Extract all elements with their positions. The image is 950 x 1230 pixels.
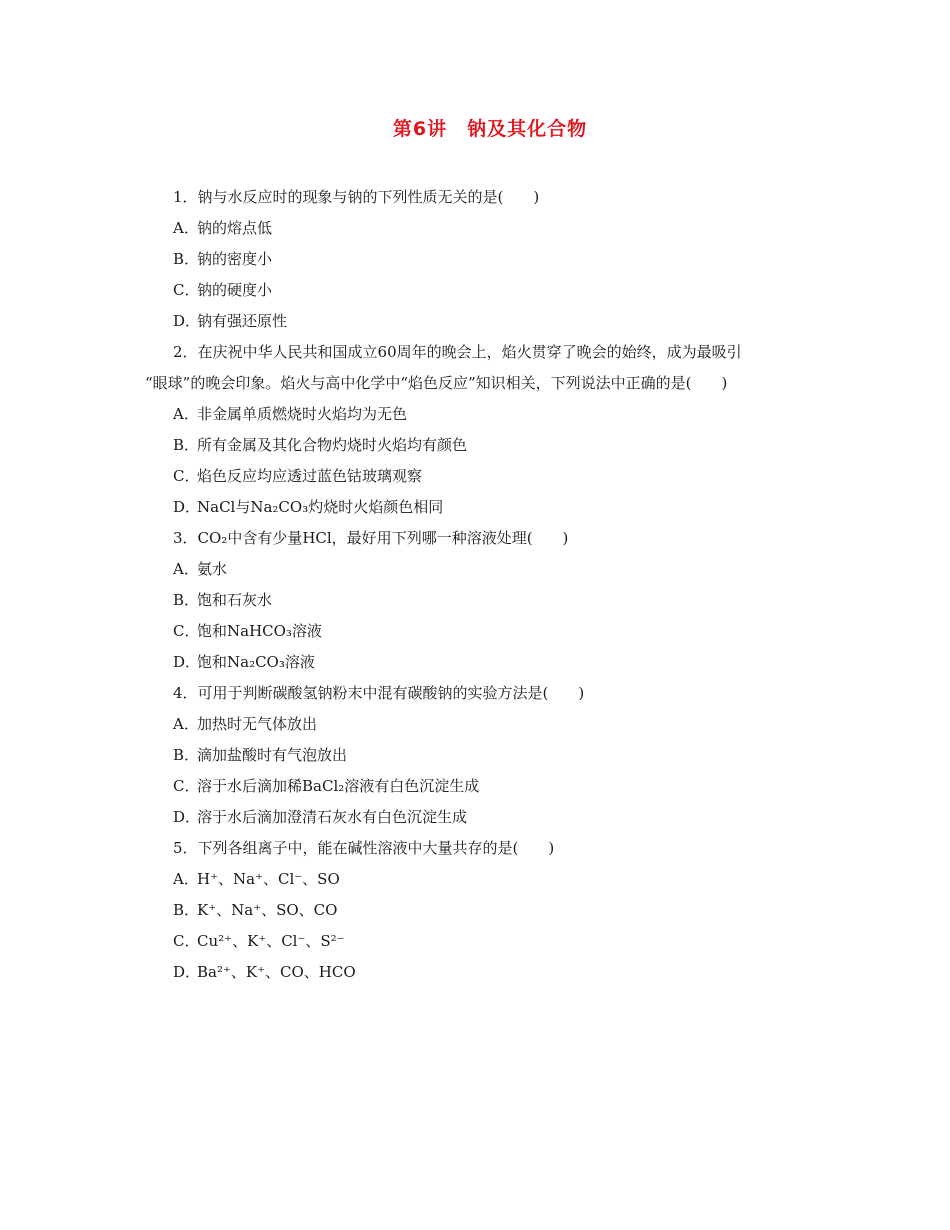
option-d: D．Ba²⁺、K⁺、CO、HCO (173, 963, 356, 981)
option-d: D．溶于水后滴加澄清石灰水有白色沉淀生成 (173, 808, 468, 826)
question-4-stem: 4．可用于判断碳酸氢钠粉末中混有碳酸钠的实验方法是( ) (173, 684, 585, 702)
option-c: C．饱和NaHCO₃溶液 (173, 622, 322, 640)
option-a: A．氨水 (173, 560, 228, 578)
question-2-stem-continued: “眼球”的晚会印象。焰火与高中化学中“焰色反应”知识相关，下列说法中正确的是( ) (145, 374, 728, 392)
option-d: D．饱和Na₂CO₃溶液 (173, 653, 315, 671)
option-c: C．Cu²⁺、K⁺、Cl⁻、S²⁻ (173, 932, 345, 950)
option-d: D．钠有强还原性 (173, 312, 288, 330)
question-3-stem: 3．CO₂中含有少量HCl，最好用下列哪一种溶液处理( ) (173, 529, 569, 547)
option-c: C．焰色反应均应透过蓝色钴玻璃观察 (173, 467, 423, 485)
question-5-stem: 5．下列各组离子中，能在碱性溶液中大量共存的是( ) (173, 839, 555, 857)
question-1-stem: 1．钠与水反应时的现象与钠的下列性质无关的是( ) (173, 188, 540, 206)
option-c: C．钠的硬度小 (173, 281, 273, 299)
option-b: B．饱和石灰水 (173, 591, 273, 609)
page-title: 第6讲 钠及其化合物 (392, 118, 588, 140)
option-d: D．NaCl与Na₂CO₃灼烧时火焰颜色相同 (173, 498, 444, 516)
option-b: B．K⁺、Na⁺、SO、CO (173, 901, 338, 919)
option-a: A．加热时无气体放出 (173, 715, 318, 733)
option-a: A．H⁺、Na⁺、Cl⁻、SO (173, 870, 340, 888)
option-a: A．钠的熔点低 (173, 219, 273, 237)
option-b: B．钠的密度小 (173, 250, 273, 268)
option-a: A．非金属单质燃烧时火焰均为无色 (173, 405, 408, 423)
question-list (0, 182, 950, 988)
option-c: C．溶于水后滴加稀BaCl₂溶液有白色沉淀生成 (173, 777, 480, 795)
question-2-stem: 2．在庆祝中华人民共和国成立60周年的晚会上，焰火贯穿了晚会的始终，成为最吸引 (173, 343, 742, 361)
option-b: B．滴加盐酸时有气泡放出 (173, 746, 348, 764)
option-b: B．所有金属及其化合物灼烧时火焰均有颜色 (173, 436, 468, 454)
